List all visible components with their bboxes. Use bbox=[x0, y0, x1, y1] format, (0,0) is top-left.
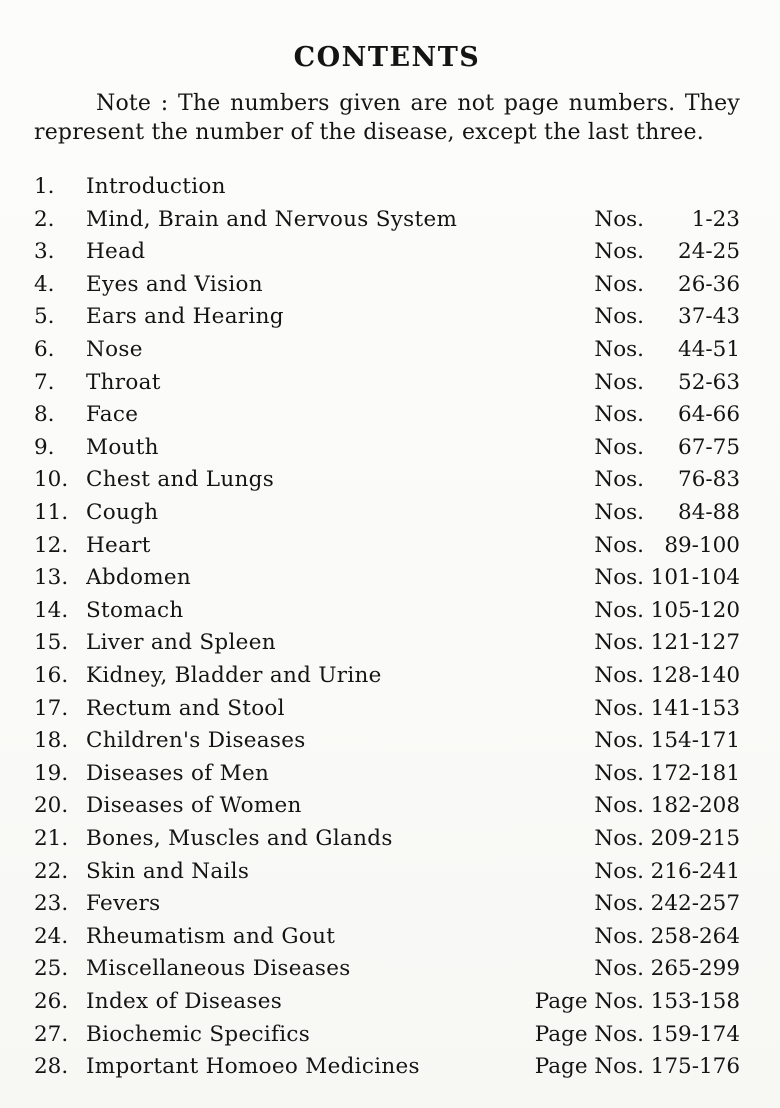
toc-row bbox=[34, 530, 740, 563]
entry-range: 101-104 bbox=[650, 565, 740, 591]
entry-title: Cough bbox=[86, 500, 159, 525]
entry-range: 141-153 bbox=[650, 695, 740, 721]
entry-nos-label: Nos. bbox=[594, 239, 644, 265]
entry-title: Diseases of Women bbox=[86, 793, 302, 819]
toc-row bbox=[34, 1051, 740, 1084]
entry-nos-label: Page Nos. bbox=[534, 1021, 644, 1047]
entry-nos-label: Nos. bbox=[594, 271, 644, 297]
entry-nos-label: Nos. bbox=[594, 434, 644, 460]
entry-title: Diseases of Men bbox=[86, 760, 270, 786]
entry-range: 24-25 bbox=[678, 239, 740, 265]
toc-row bbox=[34, 595, 740, 628]
entry-nos-label: Nos. bbox=[594, 206, 644, 232]
entry-number: 5. bbox=[34, 304, 55, 330]
entry-number: 14. bbox=[34, 597, 69, 623]
entry-range: 128-140 bbox=[650, 662, 740, 688]
toc-row bbox=[34, 921, 740, 954]
toc-row bbox=[34, 171, 740, 204]
entry-range: 37-43 bbox=[678, 304, 740, 330]
entry-range: 52-63 bbox=[678, 369, 740, 395]
entry-title: Rheumatism and Gout bbox=[86, 923, 336, 949]
entry-title: Stomach bbox=[86, 597, 184, 623]
toc-row bbox=[34, 856, 740, 889]
entry-range: 105-120 bbox=[650, 597, 740, 623]
entry-title: Mouth bbox=[86, 434, 159, 460]
entry-number: 8. bbox=[34, 402, 55, 428]
toc-row bbox=[34, 334, 740, 367]
entry-range: 76-83 bbox=[678, 467, 740, 493]
toc-row bbox=[34, 693, 740, 726]
entry-number: 23. bbox=[34, 891, 69, 917]
entry-number: 1. bbox=[34, 174, 55, 200]
entry-number: 15. bbox=[34, 630, 69, 656]
entry-range: 67-75 bbox=[678, 434, 740, 460]
entry-number: 4. bbox=[34, 271, 55, 297]
entry-nos-label: Nos. bbox=[594, 793, 644, 819]
toc-row bbox=[34, 790, 740, 823]
entry-number: 12. bbox=[34, 532, 69, 558]
entry-nos-label: Nos. bbox=[594, 695, 644, 721]
entry-range: 209-215 bbox=[650, 825, 740, 851]
toc-row bbox=[34, 367, 740, 400]
entry-range: 154-171 bbox=[650, 728, 740, 754]
entry-range: 242-257 bbox=[650, 891, 740, 917]
entry-number: 27. bbox=[34, 1021, 69, 1047]
entry-title: Skin and Nails bbox=[86, 858, 250, 884]
entry-range: 182-208 bbox=[650, 793, 740, 819]
toc-list bbox=[34, 171, 740, 1084]
toc-row bbox=[34, 888, 740, 921]
entry-nos-label: Nos. bbox=[594, 630, 644, 656]
entry-title: Mind, Brain and Nervous System bbox=[86, 206, 458, 232]
entry-number: 20. bbox=[34, 793, 69, 819]
entry-range: 26-36 bbox=[678, 271, 740, 297]
page-title: CONTENTS bbox=[293, 42, 481, 73]
entry-number: 9. bbox=[34, 434, 55, 460]
toc-row bbox=[34, 758, 740, 791]
toc-row bbox=[34, 301, 740, 334]
toc-row bbox=[34, 269, 740, 302]
entry-number: 3. bbox=[34, 239, 55, 265]
toc-row bbox=[34, 627, 740, 660]
entry-nos-label: Nos. bbox=[594, 662, 644, 688]
entry-range: 64-66 bbox=[678, 402, 740, 428]
entry-nos-label: Nos. bbox=[594, 369, 644, 395]
entry-title: Biochemic Specifics bbox=[86, 1021, 311, 1047]
toc-row bbox=[34, 953, 740, 986]
entry-number: 13. bbox=[34, 565, 69, 591]
toc-row bbox=[34, 823, 740, 856]
entry-number: 18. bbox=[34, 728, 69, 754]
entry-nos-label: Nos. bbox=[594, 891, 644, 917]
entry-range: 1-23 bbox=[691, 206, 740, 232]
entry-nos-label: Nos. bbox=[594, 728, 644, 754]
toc-row bbox=[34, 236, 740, 269]
entry-title: Liver and Spleen bbox=[86, 630, 276, 656]
entry-range: 175-176 bbox=[650, 1054, 740, 1080]
entry-number: 21. bbox=[34, 825, 69, 851]
toc-row bbox=[34, 986, 740, 1019]
entry-nos-label: Nos. bbox=[594, 858, 644, 884]
entry-title: Heart bbox=[86, 532, 151, 558]
entry-range: 153-158 bbox=[650, 988, 740, 1014]
entry-nos-label: Nos. bbox=[594, 565, 644, 591]
toc-row bbox=[34, 432, 740, 465]
entry-nos-label: Nos. bbox=[594, 760, 644, 786]
entry-range: 258-264 bbox=[650, 923, 740, 949]
entry-nos-label: Nos. bbox=[594, 402, 644, 428]
entry-number: 26. bbox=[34, 988, 69, 1014]
toc-row bbox=[34, 399, 740, 432]
entry-range: 172-181 bbox=[650, 760, 740, 786]
toc-row bbox=[34, 660, 740, 693]
entry-nos-label: Page Nos. bbox=[534, 1054, 644, 1080]
toc-row bbox=[34, 725, 740, 758]
entry-nos-label: Nos. bbox=[594, 532, 644, 558]
entry-title: Index of Diseases bbox=[86, 988, 283, 1014]
entry-range: 84-88 bbox=[678, 500, 740, 525]
entry-title: Head bbox=[86, 239, 146, 265]
entry-title: Children's Diseases bbox=[86, 728, 306, 754]
entry-title: Chest and Lungs bbox=[86, 467, 275, 493]
entry-range: 44-51 bbox=[678, 337, 740, 363]
entry-title: Ears and Hearing bbox=[86, 304, 284, 330]
entry-number: 19. bbox=[34, 760, 69, 786]
entry-number: 24. bbox=[34, 923, 69, 949]
entry-number: 17. bbox=[34, 695, 69, 721]
toc-row bbox=[34, 204, 740, 237]
entry-number: 10. bbox=[34, 467, 69, 493]
entry-range: 216-241 bbox=[650, 858, 740, 884]
entry-nos-label: Nos. bbox=[594, 467, 644, 493]
entry-range: 159-174 bbox=[650, 1021, 740, 1047]
entry-range: 265-299 bbox=[650, 956, 740, 982]
entry-title: Face bbox=[86, 402, 139, 428]
entry-title: Bones, Muscles and Glands bbox=[86, 825, 393, 851]
entry-nos-label: Nos. bbox=[594, 304, 644, 330]
entry-nos-label: Nos. bbox=[594, 825, 644, 851]
entry-number: 22. bbox=[34, 858, 69, 884]
entry-nos-label: Nos. bbox=[594, 500, 644, 525]
entry-title: Introduction bbox=[86, 174, 226, 200]
toc-row bbox=[34, 1019, 740, 1052]
entry-range: 89-100 bbox=[664, 532, 740, 558]
toc-row bbox=[34, 464, 740, 497]
entry-title: Rectum and Stool bbox=[86, 695, 285, 721]
entry-title: Miscellaneous Diseases bbox=[86, 956, 351, 982]
entry-title: Fevers bbox=[86, 891, 161, 917]
entry-number: 11. bbox=[34, 500, 69, 525]
entry-number: 28. bbox=[34, 1054, 69, 1080]
entry-title: Nose bbox=[86, 337, 143, 363]
entry-title: Important Homoeo Medicines bbox=[86, 1054, 420, 1080]
entry-title: Abdomen bbox=[86, 565, 192, 591]
entry-nos-label: Nos. bbox=[594, 923, 644, 949]
entry-number: 25. bbox=[34, 956, 69, 982]
entry-title: Throat bbox=[86, 369, 161, 395]
entry-number: 16. bbox=[34, 662, 69, 688]
entry-nos-label: Nos. bbox=[594, 337, 644, 363]
toc-row bbox=[34, 562, 740, 595]
entry-title: Eyes and Vision bbox=[86, 271, 263, 297]
entry-title: Kidney, Bladder and Urine bbox=[86, 662, 382, 688]
entry-number: 6. bbox=[34, 337, 55, 363]
entry-nos-label: Nos. bbox=[594, 597, 644, 623]
entry-number: 7. bbox=[34, 369, 55, 395]
entry-number: 2. bbox=[34, 206, 55, 232]
entry-range: 121-127 bbox=[650, 630, 740, 656]
entry-nos-label: Page Nos. bbox=[534, 988, 644, 1014]
toc-row bbox=[34, 497, 740, 530]
entry-nos-label: Nos. bbox=[594, 956, 644, 982]
contents-note: Note : The numbers given are not page numbers. They represent the number of the disease, except the last three. bbox=[34, 91, 740, 146]
